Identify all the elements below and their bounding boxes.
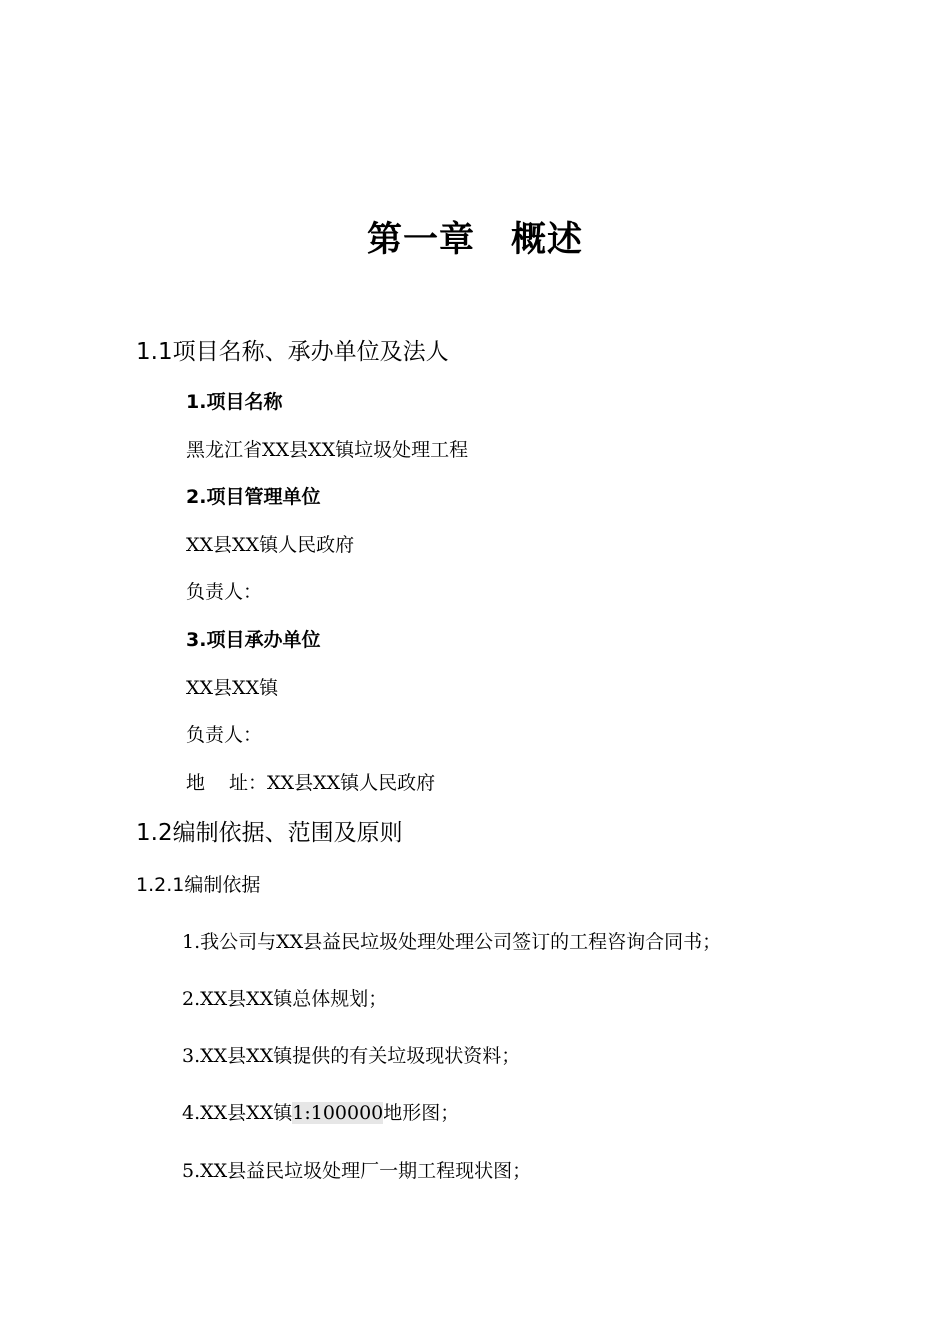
project-name-value: 黑龙江省XX县XX镇垃圾处理工程 [186,439,469,461]
basis-list-item: 1.我公司与XX县益民垃圾处理处理公司签订的工程咨询合同书； [182,931,722,953]
basis-list-item: 5.XX县益民垃圾处理厂一期工程现状图； [182,1160,532,1182]
address-label-2: 址： [229,772,268,794]
basis-list-item: 2.XX县XX镇总体规划； [182,988,388,1010]
chapter-title: 第一章 概述 [366,220,583,260]
basis-list-item: 3.XX县XX镇提供的有关垃圾现状资料； [182,1045,521,1067]
section-heading-1-1: 1.1项目名称、承办单位及法人 [136,339,449,365]
basis-item-suffix: 地形图； [383,1102,460,1124]
address-line [186,770,435,796]
basis-list-item [182,1100,459,1126]
basis-item-prefix: 4.XX县XX镇 [182,1102,293,1124]
management-unit-responsible: 负责人： [186,581,263,603]
item-heading-project-name: 1.项目名称 [186,391,283,413]
scale-highlight: 1:100000 [292,1102,384,1124]
item-heading-undertaking-unit: 3.项目承办单位 [186,629,321,651]
address-label-1: 地 [186,772,206,794]
section-heading-1-2: 1.2编制依据、范围及原则 [136,820,403,846]
item-heading-management-unit: 2.项目管理单位 [186,486,321,508]
management-unit-value: XX县XX镇人民政府 [186,534,355,556]
address-value: XX县XX镇人民政府 [267,772,436,794]
undertaking-unit-responsible: 负责人： [186,724,263,746]
undertaking-unit-value: XX县XX镇 [186,677,279,699]
subsection-heading-1-2-1: 1.2.1编制依据 [136,874,261,896]
